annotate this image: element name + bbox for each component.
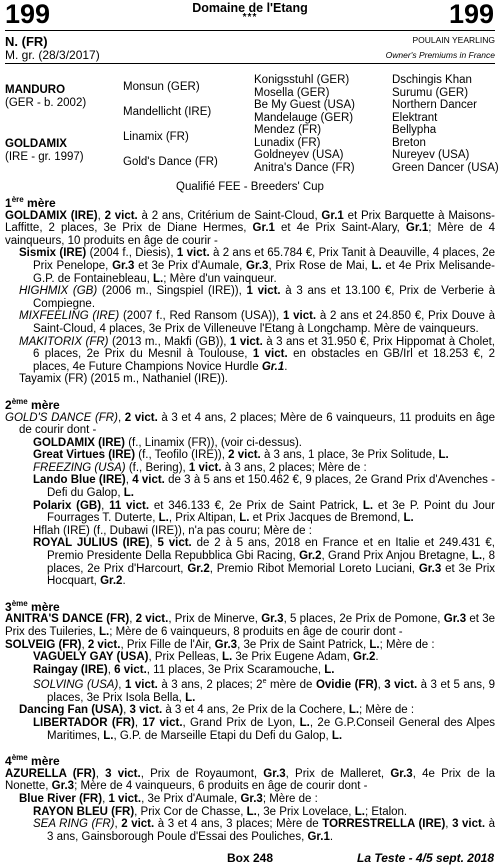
produce-paragraph: Blue River (FR), 1 vict., 3e Prix d'Aumale, Gr.3; Mère de : (19, 792, 318, 805)
dam-info: (IRE - gr. 1997) (5, 151, 84, 163)
produce-paragraph: SOLVING (USA), 1 vict. à 3 ans, 2 places; 2e mère de Ovidie (FR), 3 vict. à 3 et 5 ans, 9 places, 3e Prix Isola Bella, L. (33, 678, 496, 704)
produce-paragraph: Dancing Fan (USA), 3 vict. à 3 et 4 ans, 2e Prix de la Cochere, L.; Mère de : (19, 704, 415, 717)
pedigree-g2: Goldneyev (USA) (254, 149, 344, 161)
produce-paragraph: GOLD'S DANCE (FR), 2 vict. à 3 et 4 ans, 2 places; Mère de 6 vainqueurs, 11 produits en âge de courir dont - (5, 411, 496, 437)
produce-paragraph: Lando Blue (IRE), 4 vict. de 3 à 5 ans et 150.462 €, 9 places, 2e Grand Prix d'Avenches - Defi du Galop, L. (33, 474, 496, 500)
horse-info: M. gr. (28/3/2017) (5, 48, 100, 62)
lot-number-right: 199 (448, 0, 494, 29)
horse-info-row (5, 48, 495, 62)
pedigree-g2: Mendez (FR) (254, 124, 322, 136)
pedigree-g3: Elektrant (392, 111, 438, 124)
produce-paragraph: HIGHMIX (GB) (2006 m., Singspiel (IRE)), 1 vict. à 3 ans et 13.100 €, Prix de Verberie à Compiegne. (19, 285, 496, 310)
pedigree-g2: Anitra's Dance (FR) (254, 161, 355, 174)
pedigree-g3: Breton (392, 136, 426, 149)
pedigree-g1: Linamix (FR) (123, 131, 189, 143)
produce-paragraph: Great Virtues (IRE) (f., Teofilo (IRE)), 2 vict. à 3 ans, 1 place, 3e Prix Solitude, L. (33, 449, 449, 462)
section-heading-1: 1ère mère (5, 195, 56, 210)
produce-paragraph: AZURELLA (FR), 3 vict., Prix de Royaumont, Gr.3, Prix de Malleret, Gr.3, 4e Prix de la Nonette, Gr.3; Mère de 4 vainqueurs, 6 produits en âge de courir dont - (5, 767, 496, 793)
pedigree-g3: Northern Dancer (392, 99, 478, 111)
sale-type: Owner's Premiums in France (385, 50, 495, 60)
produce-paragraph: GOLDAMIX (IRE) (f., Linamix (FR)), (voir ci-dessus). (33, 436, 302, 449)
produce-paragraph: RAYON BLEU (FR), Prix Cor de Chasse, L., 3e Prix Lovelace, L.; Etalon. (33, 805, 408, 818)
pedigree-g3: Bellypha (392, 124, 437, 136)
header-divider (5, 30, 495, 31)
pedigree-g1: Mandellicht (IRE) (123, 106, 212, 118)
horse-title-row (5, 34, 495, 48)
footer-box-number: Box 248 (226, 851, 274, 865)
section-heading-4: 4ème mère (5, 753, 60, 769)
produce-paragraph: MIXFEELING (IRE) (2007 f., Red Ransom (USA)), 1 vict. à 2 ans et 24.850 €, Prix Douve à Saint-Cloud, 4 places, 3e Prix de Villeneuve l'Etang à Longchamp. Mère de vainqueurs. (19, 310, 495, 335)
horse-type: POULAIN YEARLING (412, 35, 495, 45)
section-heading-2: 2ème mère (5, 396, 60, 412)
produce-record (5, 194, 495, 843)
pedigree-g2: Lunadix (FR) (254, 136, 321, 149)
dam-name: GOLDAMIX (5, 138, 67, 150)
produce-paragraph: SOLVEIG (FR), 2 vict., Prix Fille de l'Air, Gr.3, 3e Prix de Saint Patrick, L.; Mère de : (5, 638, 435, 651)
pedigree-g3: Surumu (GER) (392, 86, 469, 99)
footer-sale-info: La Teste - 4/5 sept. 2018 (357, 851, 494, 865)
sire-name: MANDURO (5, 84, 66, 96)
pedigree-divider (5, 63, 495, 64)
produce-paragraph: ANITRA'S DANCE (FR), 2 vict., Prix de Minerve, Gr.3, 5 places, 2e Prix de Pomone, Gr.3 et 3e Prix des Tuileries, L.; Mère de 6 vainqueurs, 8 produits en âge de courir dont - (5, 613, 496, 638)
produce-paragraph: Raingay (IRE), 6 vict., 11 places, 3e Prix Scaramouche, L. (33, 663, 335, 676)
pedigree-g2: Mosella (GER) (254, 86, 330, 99)
pedigree-g3: Nureyev (USA) (392, 149, 470, 161)
lot-number-left: 199 (5, 0, 51, 29)
sire-info: (GER - b. 2002) (5, 97, 87, 109)
produce-paragraph: Hflah (IRE) (f., Dubawi (IRE)), n'a pas couru; Mère de : (33, 524, 312, 537)
produce-paragraph: SEA RING (FR), 2 vict. à 3 et 4 ans, 3 places; Mère de TORRESTRELLA (IRE), 3 vict. à 3 ans, Gainsborough Poule d'Essai des Pouliches, Gr.1. (33, 818, 496, 843)
produce-paragraph: GOLDAMIX (IRE), 2 vict. à 2 ans, Critérium de Saint-Cloud, Gr.1 et Prix Barquette à Maisons-Laffitte, 2 places, 3e Prix de Diane Hermes, Gr.1 et 4e Prix Saint-Alary, Gr.1; Mère de 4 vainqueurs, 10 produits en âge de courir - (5, 209, 496, 247)
produce-paragraph: ROYAL JULIUS (IRE), 5 vict. de 2 à 5 ans, 2018 en France et en Italie et 249.431 €, Premio Presidente Della Repubblica Gbi Racing, Gr.2, Grand Prix Anjou Bretagne, L., 8 places, 2e Prix d'Harcourt, Gr.2, Premio Ribot Memorial Loreto Luciani, Gr.3 et 3e Prix Hocquart, Gr.2. (33, 537, 495, 588)
pedigree-g1: Monsun (GER) (123, 81, 200, 93)
produce-paragraph: VAGUELY GAY (USA), Prix Pelleas, L. 3e Prix Eugene Adam, Gr.2. (33, 651, 379, 664)
pedigree-g3: Dschingis Khan (392, 74, 472, 86)
rating-stars: *** (242, 12, 258, 23)
produce-paragraph: Sismix (IRE) (2004 f., Diesis), 1 vict. à 2 ans et 65.784 €, Prix Tanit à Deauville, 4 places, 2e Prix Penelope, Gr.3 et 3e Prix d'Aumale, Gr.3, Prix Rose de Mai, L. et 4e Prix Melisande-G.P. de Fontainebleau, L.; Mère d'un vainqueur. (19, 247, 496, 285)
produce-paragraph: MAKITORIX (FR) (2013 m., Makfi (GB)), 1 vict. à 3 ans et 31.950 €, Prix Hippomat à Cholet, 6 places, 2e Prix du Mesnil à Toulouse, 1 vict. en obstacles en GB/Irl et 18.253 €, 2 places, 4e Future Champions Novice Hurdle Gr.1. (19, 335, 496, 373)
produce-paragraph: LIBERTADOR (FR), 17 vict., Grand Prix de Lyon, L., 2e G.P.Conseil General des Alpes Maritimes, L., G.P. de Marseille Etapi du Defi du Galop, L. (33, 716, 495, 742)
horse-name: N. (FR) (5, 34, 48, 49)
pedigree-g1: Gold's Dance (FR) (123, 156, 218, 168)
section-heading-3: 3ème mère (5, 598, 60, 614)
pedigree-g2: Konigsstuhl (GER) (254, 74, 350, 86)
pedigree-g2: Be My Guest (USA) (254, 99, 355, 111)
pedigree-g2: Mandelauge (GER) (254, 111, 354, 124)
qualification: Qualifié FEE - Breeders' Cup (176, 181, 324, 193)
produce-paragraph: Tayamix (FR) (2015 m., Nathaniel (IRE)). (19, 373, 228, 386)
produce-paragraph: Polarix (GB), 11 vict. et 346.133 €, 2e Prix de Saint Patrick, L. et 3e P. Point du Jour Fourrages T. Duterte, L., Prix Altipan, L. et Prix Jacques de Bremond, L. (33, 499, 496, 525)
farm-name: Domaine de l'Etang (192, 1, 308, 15)
pedigree-g3: Green Dancer (USA) (392, 161, 499, 174)
produce-paragraph: FREEZING (USA) (f., Bering), 1 vict. à 3 ans, 2 places; Mère de : (33, 461, 367, 474)
